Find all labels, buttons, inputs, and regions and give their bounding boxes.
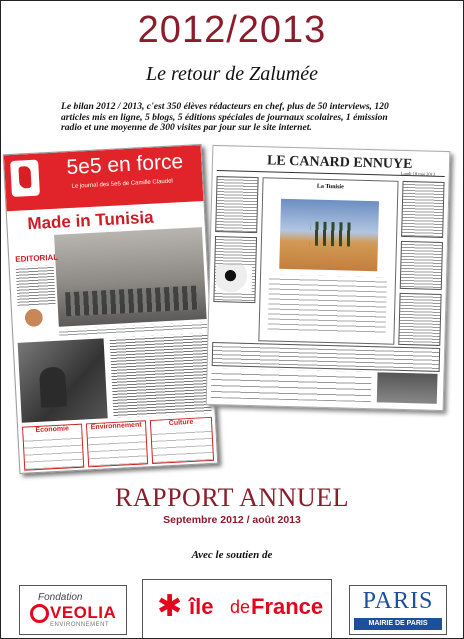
idf-de: de — [230, 597, 251, 617]
newspaper-5e5-en-force — [3, 144, 218, 474]
newspaper-date: Lundi 18 mai 2013 — [400, 170, 436, 177]
group-photo — [54, 227, 207, 327]
oasis-photo — [279, 199, 379, 272]
logo-paris — [349, 585, 447, 635]
mascot-image — [20, 305, 51, 333]
right-column-box — [401, 181, 444, 238]
veolia-fondation: Fondation — [38, 592, 83, 603]
editorial-text — [16, 265, 56, 307]
center-article — [258, 177, 398, 345]
newspaper-title: LE CANARD ENNUYE — [266, 153, 413, 173]
idf-france: France — [251, 594, 324, 619]
newspaper-banner: Made in Tunisia — [26, 207, 155, 234]
left-column-box — [215, 176, 258, 233]
bottom-box — [212, 342, 441, 372]
newspaper-header — [4, 145, 204, 211]
logo-veolia — [19, 585, 127, 635]
idf-star-icon: ✱ — [157, 589, 183, 624]
paris-name: PARIS — [362, 588, 434, 614]
box-environnement: Environnement — [86, 420, 148, 467]
box-culture: Culture — [150, 417, 214, 464]
footer-photo — [377, 372, 438, 404]
article-text — [110, 333, 212, 418]
veolia-sub: ENVIRONNEMENT — [50, 622, 110, 628]
right-column-box — [398, 293, 441, 346]
paris-mairie: MAIRIE DE PARIS — [354, 618, 442, 630]
veolia-ring-icon — [30, 604, 49, 623]
center-article-text — [268, 274, 387, 335]
newspaper-tagline: Le journal des 5e5 de Camille Claudel — [71, 178, 173, 190]
box-economie: Economie — [22, 424, 84, 471]
credits-text — [211, 368, 372, 402]
cover-year: 2012/2013 — [137, 9, 327, 51]
newspaper-canard-ennuye — [206, 145, 451, 411]
newspaper-title: 5e5 en force — [65, 150, 184, 180]
veolia-name: VEOLIA — [50, 603, 117, 622]
summary-paragraph: Le bilan 2012 / 2013, c'est 350 élèves rédacteurs en chef, plus de 50 interviews, 120 articles mis en ligne, 5 blogs, 5 éditions spéciales de journaux scolaires, 1 émission radio et une moyenne de 300 visites par jour sur le site internet. — [61, 101, 389, 133]
center-article-title: La Tunisie — [316, 183, 344, 191]
idf-ile: île — [189, 594, 214, 619]
tunisia-map-icon — [10, 160, 40, 197]
class-photo — [18, 338, 108, 422]
report-title: RAPPORT ANNUEL — [115, 483, 349, 512]
right-column-box — [400, 241, 443, 290]
report-period: Septembre 2012 / août 2013 — [163, 514, 301, 526]
editorial-label: EDITORIAL — [15, 252, 59, 264]
panda-image — [216, 264, 253, 293]
cover-subtitle: Le retour de Zalumée — [145, 63, 318, 85]
logo-ile-de-france — [142, 579, 332, 639]
support-label: Avec le soutien de — [191, 549, 273, 561]
